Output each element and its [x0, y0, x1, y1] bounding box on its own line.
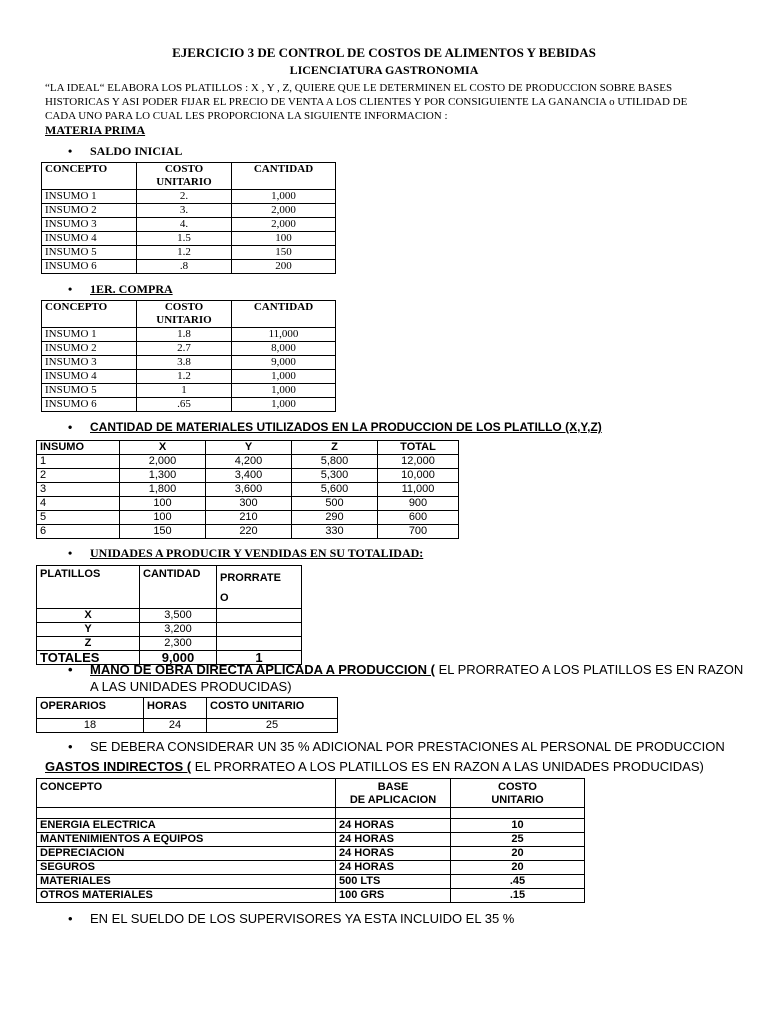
table-cell: 1.2: [137, 246, 232, 260]
table-row: [37, 483, 459, 497]
table-row: [37, 637, 302, 651]
saldo-inicial-table: [41, 162, 336, 274]
table-row: [37, 719, 338, 733]
table-row: [37, 497, 459, 511]
table-row: [37, 847, 585, 861]
table-cell: 24 HORAS: [336, 819, 451, 833]
table-cell: 210: [206, 511, 292, 525]
table-cell: 2,000: [120, 455, 206, 469]
table-row: [37, 623, 302, 637]
table-cell: 3,600: [206, 483, 292, 497]
page-subtitle: LICENCIATURA GASTRONOMIA: [289, 63, 479, 77]
table-cell: 3.: [137, 204, 232, 218]
table-header-row: [37, 566, 302, 609]
table-cell: 2: [37, 469, 120, 483]
table-cell: 24 HORAS: [336, 861, 451, 875]
table-cell: 5,800: [292, 455, 378, 469]
table-cell: 24 HORAS: [336, 847, 451, 861]
table-cell: 150: [120, 525, 206, 539]
table-cell: .15: [451, 889, 585, 903]
table-row: [37, 469, 459, 483]
table-cell: 18: [37, 719, 144, 733]
table-row: [37, 889, 585, 903]
mano-obra-table: [36, 697, 338, 733]
table-cell: 1,000: [232, 190, 336, 204]
table-cell: 3,400: [206, 469, 292, 483]
column-header: PRORRATE O: [217, 566, 302, 609]
table-cell: INSUMO 5: [42, 384, 137, 398]
mano-obra-heading: • MANO DE OBRA DIRECTA APLICADA A PRODUCCION ( EL PRORRATEO A LOS PLATILLOS ES EN RAZON A LAS UNIDADES PRODUCIDAS): [68, 662, 744, 694]
intro-line: “LA IDEAL“ ELABORA LOS PLATILLOS : X , Y , Z, QUIERE QUE LE DETERMINEN EL COSTO DE PRODUCCION SOBRE BASES: [45, 82, 673, 94]
materiales-heading: • CANTIDAD DE MATERIALES UTILIZADOS EN LA PRODUCCION DE LOS PLATILLO (X,Y,Z): [68, 420, 602, 434]
bullet-icon: •: [68, 911, 73, 926]
table-cell: INSUMO 6: [42, 260, 137, 274]
table-row: [42, 246, 336, 260]
table-cell: INSUMO 3: [42, 356, 137, 370]
table-cell: 5,600: [292, 483, 378, 497]
saldo-inicial-heading: • SALDO INICIAL: [68, 144, 183, 158]
column-header: X: [120, 441, 206, 455]
table-cell: 9,000: [140, 651, 217, 665]
table-cell: 500 LTS: [336, 875, 451, 889]
table-cell: 3: [37, 483, 120, 497]
table-row: [37, 609, 302, 623]
table-cell: 200: [232, 260, 336, 274]
table-cell: [217, 623, 302, 637]
table-cell: 1: [137, 384, 232, 398]
table-cell: 25: [207, 719, 338, 733]
column-header: COSTO UNITARIO: [451, 779, 585, 808]
table-cell: Z: [37, 637, 140, 651]
column-header: CANTIDAD: [140, 566, 217, 609]
gastos-table: [36, 778, 585, 903]
column-header: CONCEPTO: [37, 779, 336, 808]
table-cell: [217, 609, 302, 623]
table-cell: 300: [206, 497, 292, 511]
table-cell: 1,000: [232, 370, 336, 384]
bullet-icon: •: [68, 420, 73, 434]
table-cell: 900: [378, 497, 459, 511]
table-cell: 1: [37, 455, 120, 469]
column-header: COSTO UNITARIO: [137, 163, 232, 190]
table-cell: 6: [37, 525, 120, 539]
table-cell: 4.: [137, 218, 232, 232]
table-cell: DEPRECIACION: [37, 847, 336, 861]
table-cell: 11,000: [378, 483, 459, 497]
table-row: [42, 218, 336, 232]
table-cell: MATERIALES: [37, 875, 336, 889]
table-row: [42, 190, 336, 204]
table-row: [42, 328, 336, 342]
table-cell: 600: [378, 511, 459, 525]
bullet-icon: •: [68, 546, 73, 560]
table-cell: 20: [451, 847, 585, 861]
table-row: [42, 398, 336, 412]
table-row: [37, 525, 459, 539]
unidades-heading: • UNIDADES A PRODUCIR Y VENDIDAS EN SU TOTALIDAD:: [68, 546, 424, 560]
gastos-heading: GASTOS INDIRECTOS ( EL PRORRATEO A LOS PLATILLOS ES EN RAZON A LAS UNIDADES PRODUCIDAS): [45, 759, 704, 774]
table-cell: [451, 808, 585, 819]
table-cell: 3.8: [137, 356, 232, 370]
table-header-row: [37, 698, 338, 719]
table-cell: 1,300: [120, 469, 206, 483]
table-row: [37, 455, 459, 469]
table-cell: INSUMO 6: [42, 398, 137, 412]
table-cell: 2.7: [137, 342, 232, 356]
table-cell: ENERGIA ELECTRICA: [37, 819, 336, 833]
table-cell: 3,200: [140, 623, 217, 637]
table-cell: 5: [37, 511, 120, 525]
primera-compra-table: [41, 300, 336, 412]
table-cell: 10: [451, 819, 585, 833]
table-cell: [37, 808, 336, 819]
primera-compra-heading: • 1ER. COMPRA: [68, 282, 173, 296]
table-cell: 5,300: [292, 469, 378, 483]
table-cell: INSUMO 1: [42, 328, 137, 342]
table-cell: 4,200: [206, 455, 292, 469]
bullet-icon: •: [68, 282, 73, 296]
table-cell: 24: [144, 719, 207, 733]
table-cell: 24 HORAS: [336, 833, 451, 847]
table-cell: INSUMO 2: [42, 342, 137, 356]
table-cell: 100 GRS: [336, 889, 451, 903]
table-cell: 700: [378, 525, 459, 539]
column-header: PLATILLOS: [37, 566, 140, 609]
table-cell: 2,000: [232, 204, 336, 218]
table-cell: .65: [137, 398, 232, 412]
table-spacer-row: [37, 808, 585, 819]
table-cell: 1.5: [137, 232, 232, 246]
table-cell: [336, 808, 451, 819]
table-cell: .8: [137, 260, 232, 274]
column-header: BASE DE APLICACION: [336, 779, 451, 808]
table-cell: 220: [206, 525, 292, 539]
table-cell: [217, 637, 302, 651]
mano-obra-heading-line2: A LAS UNIDADES PRODUCIDAS): [90, 679, 292, 694]
intro-line: HISTORICAS Y ASI PODER FIJAR EL PRECIO DE VENTA A LOS CLIENTES Y POR CONSIGUIENTE LA GANANCIA o UTILIDAD DE: [45, 96, 688, 108]
table-row: [37, 819, 585, 833]
page-title: EJERCICIO 3 DE CONTROL DE COSTOS DE ALIMENTOS Y BEBIDAS: [172, 45, 596, 60]
column-header: CANTIDAD: [232, 163, 336, 190]
table-row: [42, 232, 336, 246]
table-cell: 500: [292, 497, 378, 511]
table-cell: INSUMO 1: [42, 190, 137, 204]
column-header: CONCEPTO: [42, 163, 137, 190]
column-header: COSTO UNITARIO: [207, 698, 338, 719]
section-materia-prima: MATERIA PRIMA: [45, 123, 146, 137]
table-cell: INSUMO 5: [42, 246, 137, 260]
table-header-row: [37, 779, 585, 808]
table-cell: OTROS MATERIALES: [37, 889, 336, 903]
table-cell: 20: [451, 861, 585, 875]
table-row: [42, 260, 336, 274]
table-cell: INSUMO 4: [42, 232, 137, 246]
table-row: [37, 875, 585, 889]
table-header-row: [42, 301, 336, 328]
table-cell: 1.2: [137, 370, 232, 384]
table-cell: 2.: [137, 190, 232, 204]
table-cell: 1.8: [137, 328, 232, 342]
column-header: COSTO UNITARIO: [137, 301, 232, 328]
table-cell: 2,000: [232, 218, 336, 232]
table-cell: 9,000: [232, 356, 336, 370]
table-cell: 11,000: [232, 328, 336, 342]
column-header: CONCEPTO: [42, 301, 137, 328]
materiales-table: [36, 440, 459, 539]
table-cell: 8,000: [232, 342, 336, 356]
table-cell: 10,000: [378, 469, 459, 483]
table-cell: 1,000: [232, 384, 336, 398]
column-header: TOTAL: [378, 441, 459, 455]
table-cell: MANTENIMIENTOS A EQUIPOS: [37, 833, 336, 847]
table-row: [42, 204, 336, 218]
table-cell: 290: [292, 511, 378, 525]
table-cell: TOTALES: [37, 651, 140, 665]
column-header: HORAS: [144, 698, 207, 719]
table-row: [42, 356, 336, 370]
table-cell: 25: [451, 833, 585, 847]
table-cell: 330: [292, 525, 378, 539]
table-row: [42, 384, 336, 398]
table-cell: INSUMO 4: [42, 370, 137, 384]
table-cell: 150: [232, 246, 336, 260]
intro-paragraph: [45, 81, 735, 123]
table-header-row: [37, 441, 459, 455]
table-cell: X: [37, 609, 140, 623]
table-cell: 3,500: [140, 609, 217, 623]
column-header: CANTIDAD: [232, 301, 336, 328]
intro-line: CADA UNO PARA LO CUAL LES PROPORCIONA LA SIGUIENTE INFORMACION :: [45, 110, 448, 122]
bullet-icon: •: [68, 662, 73, 677]
table-cell: 100: [232, 232, 336, 246]
table-row: [42, 342, 336, 356]
gastos-note: • EN EL SUELDO DE LOS SUPERVISORES YA ESTA INCLUIDO EL 35 %: [68, 911, 515, 926]
unidades-table: [36, 565, 302, 665]
table-header-row: [42, 163, 336, 190]
table-cell: 1,000: [232, 398, 336, 412]
table-cell: 1,800: [120, 483, 206, 497]
bullet-icon: •: [68, 739, 73, 754]
mano-obra-note: • SE DEBERA CONSIDERAR UN 35 % ADICIONAL POR PRESTACIONES AL PERSONAL DE PRODUCCION: [68, 739, 725, 754]
column-header: INSUMO: [37, 441, 120, 455]
column-header: OPERARIOS: [37, 698, 144, 719]
table-cell: 100: [120, 511, 206, 525]
table-row: [37, 511, 459, 525]
table-cell: INSUMO 2: [42, 204, 137, 218]
table-row: [37, 861, 585, 875]
table-cell: 12,000: [378, 455, 459, 469]
table-cell: SEGUROS: [37, 861, 336, 875]
table-cell: 2,300: [140, 637, 217, 651]
table-cell: Y: [37, 623, 140, 637]
table-cell: .45: [451, 875, 585, 889]
table-row: [37, 833, 585, 847]
table-cell: 1: [217, 651, 302, 665]
table-cell: 100: [120, 497, 206, 511]
table-row: [42, 370, 336, 384]
column-header: Z: [292, 441, 378, 455]
table-cell: INSUMO 3: [42, 218, 137, 232]
table-cell: 4: [37, 497, 120, 511]
bullet-icon: •: [68, 144, 73, 158]
column-header: Y: [206, 441, 292, 455]
